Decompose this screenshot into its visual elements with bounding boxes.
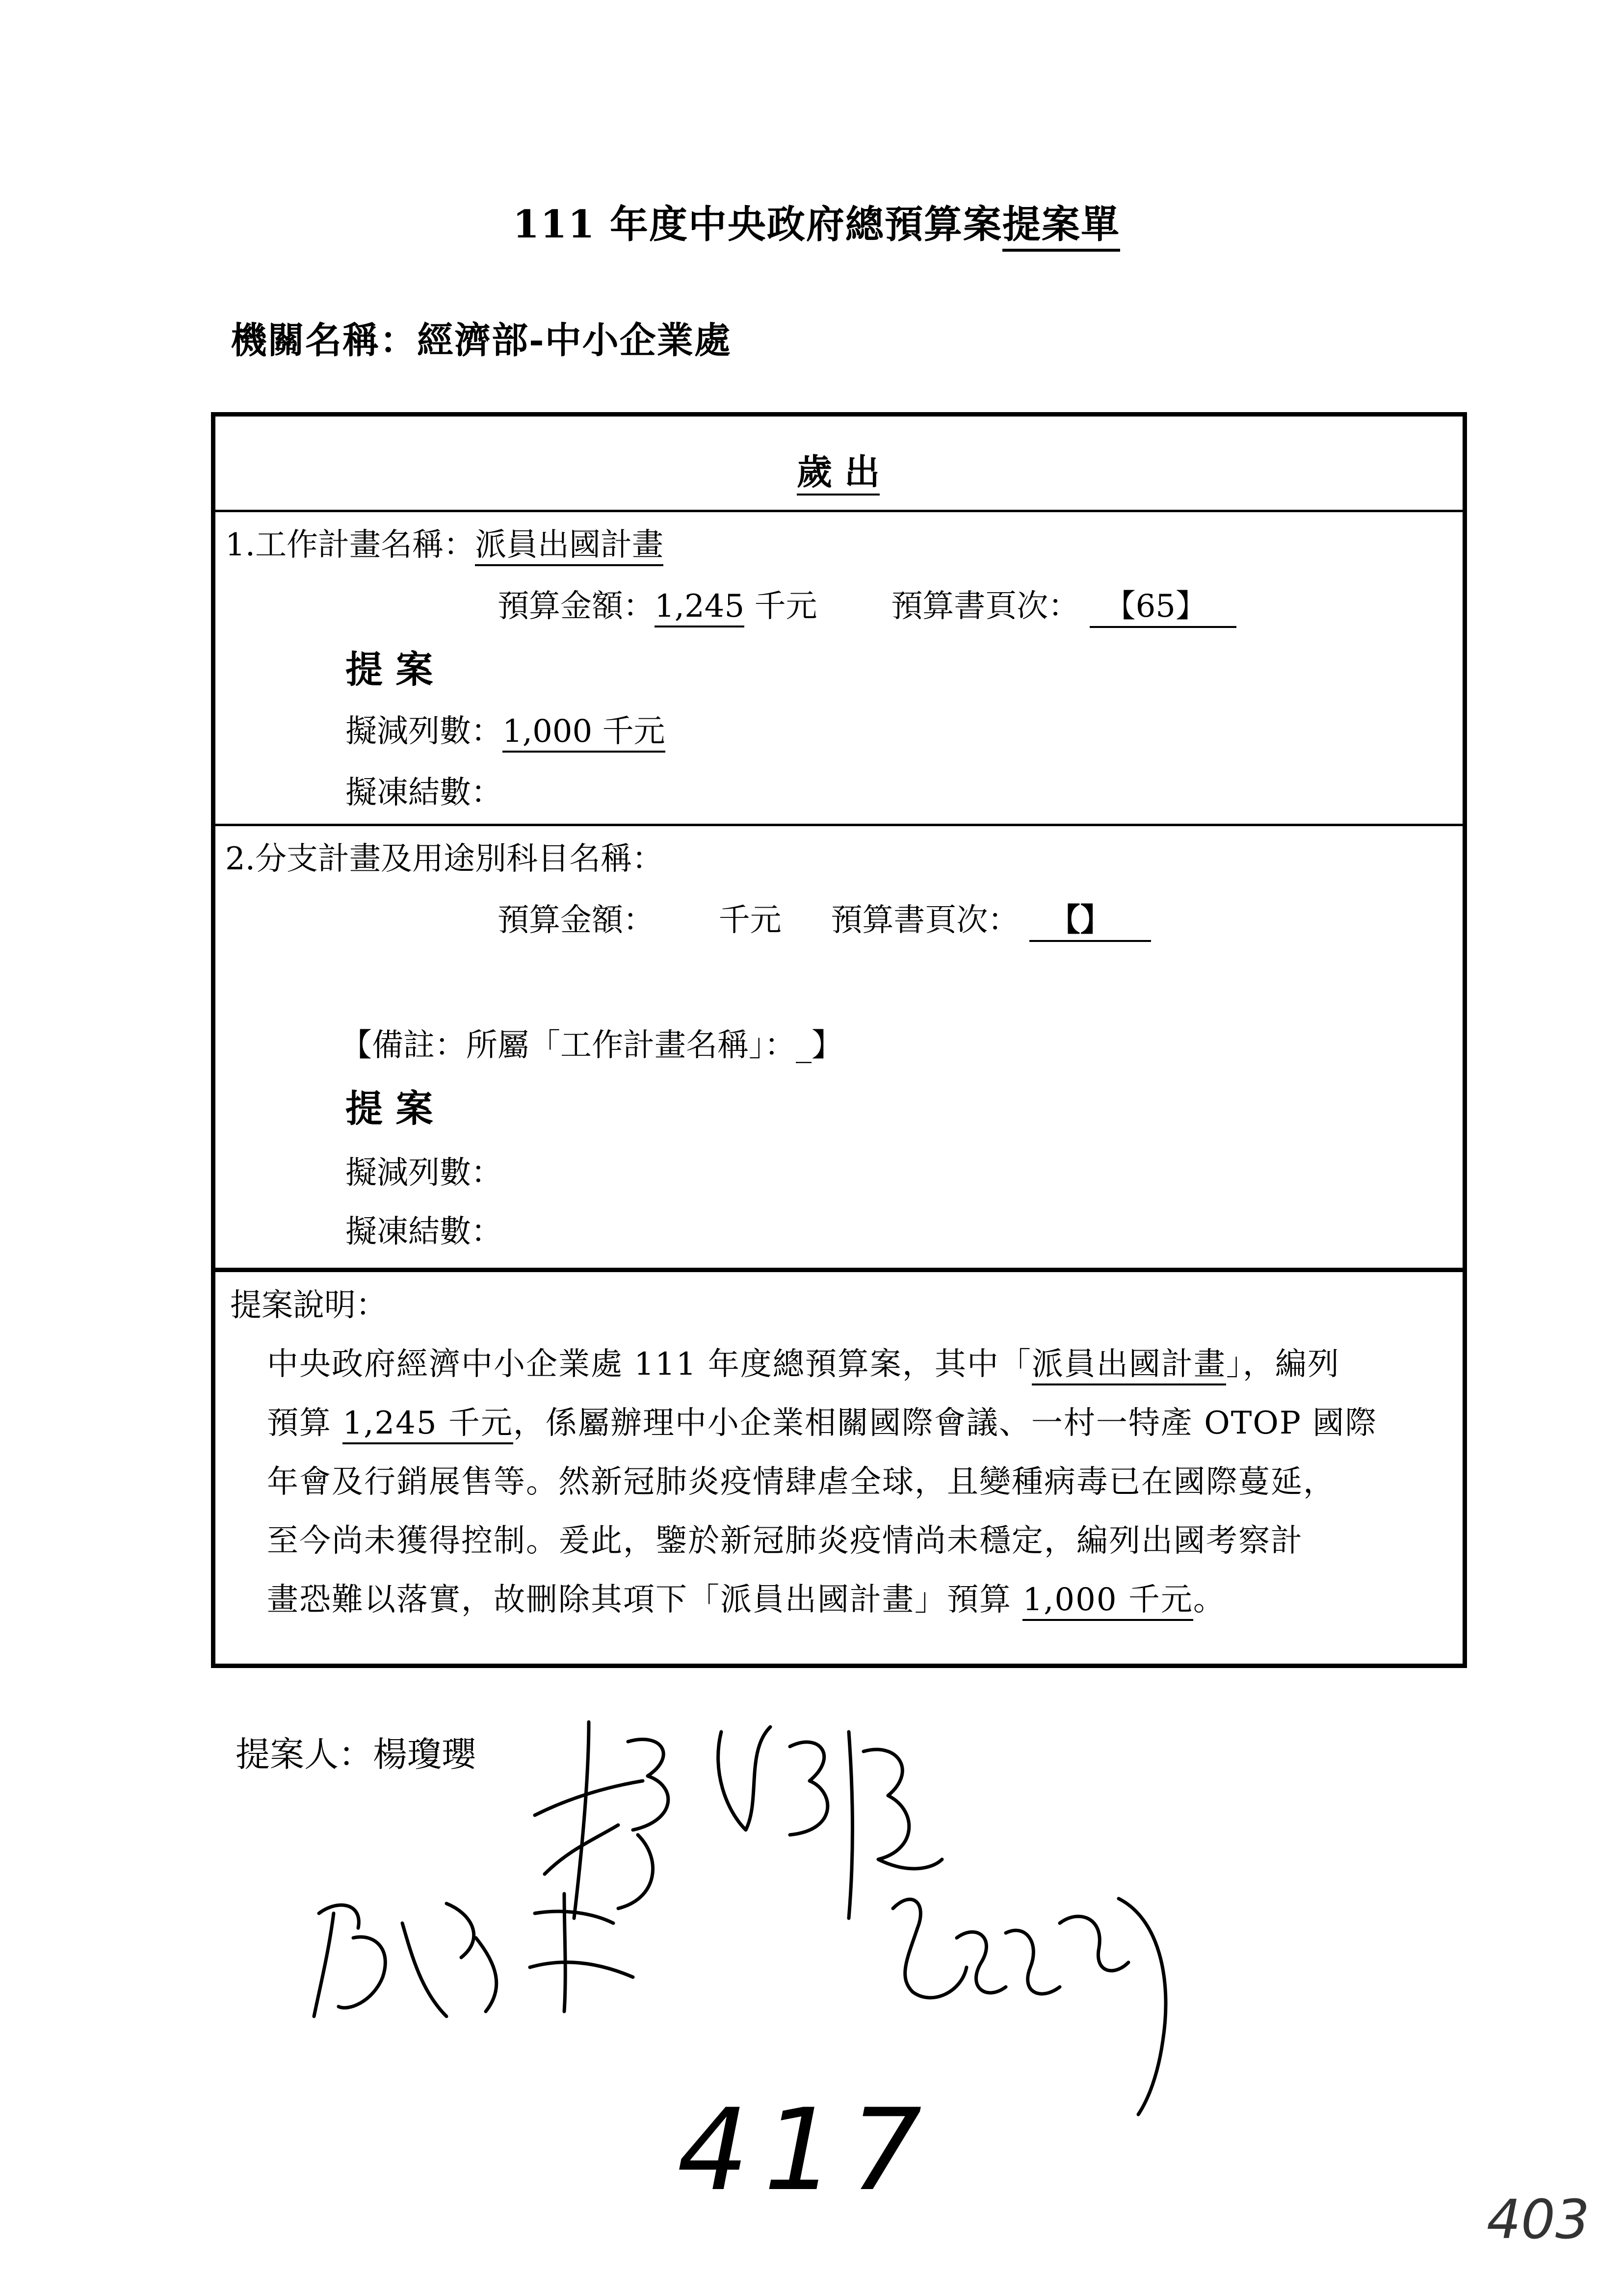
item1-page-value: 【65】 <box>1104 588 1207 625</box>
section-header: 歲 出 <box>797 444 880 495</box>
desc-l5-text: 畫恐難以落實，故刪除其項下「派員出國計畫」預算 <box>267 1582 1023 1618</box>
item1-name: 派員出國計畫 <box>475 527 663 566</box>
agency-label: 機關名稱： <box>231 319 417 362</box>
desc-l1-text: 中央政府經濟中小企業處 111 年度總預算案，其中「 <box>267 1346 1032 1383</box>
desc-l5-tail: 。 <box>1193 1582 1226 1618</box>
proposer-line <box>236 1727 476 1776</box>
agency-name: 經濟部-中小企業處 <box>417 319 732 362</box>
description-line-3: 年會及行銷展售等。然新冠肺炎疫情肆虐全球，且變種病毒已在國際蔓延， <box>267 1464 1336 1500</box>
handwritten-number: 417 <box>677 2085 937 2216</box>
item1-cut-line <box>345 706 665 751</box>
item2-unit: 千元 <box>718 902 782 939</box>
proposal-form <box>211 412 1467 1668</box>
item2-freeze-label: 擬凍結數： <box>345 1214 502 1250</box>
item1-proposal-heading: 提 案 <box>345 648 433 691</box>
item2-note-suffix: 】 <box>812 1027 843 1064</box>
desc-l5-underlined: 1,000 千元 <box>1022 1582 1193 1621</box>
title-underlined: 提案單 <box>1002 202 1120 252</box>
item2-note-prefix: 【備註：所屬「工作計畫名稱」： <box>341 1027 796 1064</box>
handwritten-page-mark: 403 <box>1487 2188 1590 2251</box>
item1-cut-label: 擬減列數： <box>345 713 502 750</box>
description-label: 提案說明： <box>230 1287 387 1324</box>
divider-item1 <box>215 824 1463 826</box>
proposer-name: 楊瓊瓔 <box>373 1734 476 1774</box>
item1-budget-amount: 1,245 <box>655 588 744 627</box>
desc-l2-text: 預算 <box>267 1405 343 1441</box>
item2-proposal-heading: 提 案 <box>345 1087 433 1130</box>
divider-item2 <box>215 1268 1463 1272</box>
proposer-label: 提案人： <box>236 1734 373 1774</box>
agency-line <box>231 312 732 364</box>
description-line-2 <box>267 1398 1377 1443</box>
signature-2 <box>299 1884 653 2033</box>
description-line-4: 至今尚未獲得控制。爰此，鑒於新冠肺炎疫情尚未穩定，編列出國考察計 <box>267 1523 1303 1559</box>
item2-page-value: 【】 <box>1048 902 1112 939</box>
document-title <box>513 194 1120 249</box>
item1-budget-line <box>498 581 1236 628</box>
item1-budget-label: 預算金額： <box>498 588 655 625</box>
item1-unit: 千元 <box>754 588 817 625</box>
item1-cut-value: 1,000 千元 <box>502 713 665 753</box>
item2-page-label: 預算書頁次： <box>831 902 1020 939</box>
item2-budget-line <box>498 895 1151 942</box>
item1-line <box>225 520 663 565</box>
divider-header <box>215 510 1463 512</box>
desc-l1-underlined: 派員出國計畫 <box>1032 1346 1226 1385</box>
desc-l2-tail: ，係屬辦理中小企業相關國際會議、一村一特產 OTOP 國際 <box>513 1405 1378 1441</box>
title-prefix: 111 年度中央政府總預算案 <box>513 202 1002 247</box>
item1-label: 1.工作計畫名稱： <box>225 527 475 563</box>
description-line-1 <box>267 1339 1340 1384</box>
item2-note-blank: _ <box>796 1027 812 1064</box>
desc-l2-underlined: 1,245 千元 <box>342 1405 513 1444</box>
item1-freeze-label: 擬凍結數： <box>345 775 502 811</box>
item2-budget-label: 預算金額： <box>498 902 655 939</box>
desc-l1-tail: 」，編列 <box>1226 1346 1340 1383</box>
item2-cut-label: 擬減列數： <box>345 1155 502 1191</box>
item2-label: 2.分支計畫及用途別科目名稱： <box>225 841 664 877</box>
item1-page-label: 預算書頁次： <box>891 588 1080 625</box>
item2-note <box>341 1020 843 1065</box>
description-line-5 <box>267 1574 1226 1619</box>
